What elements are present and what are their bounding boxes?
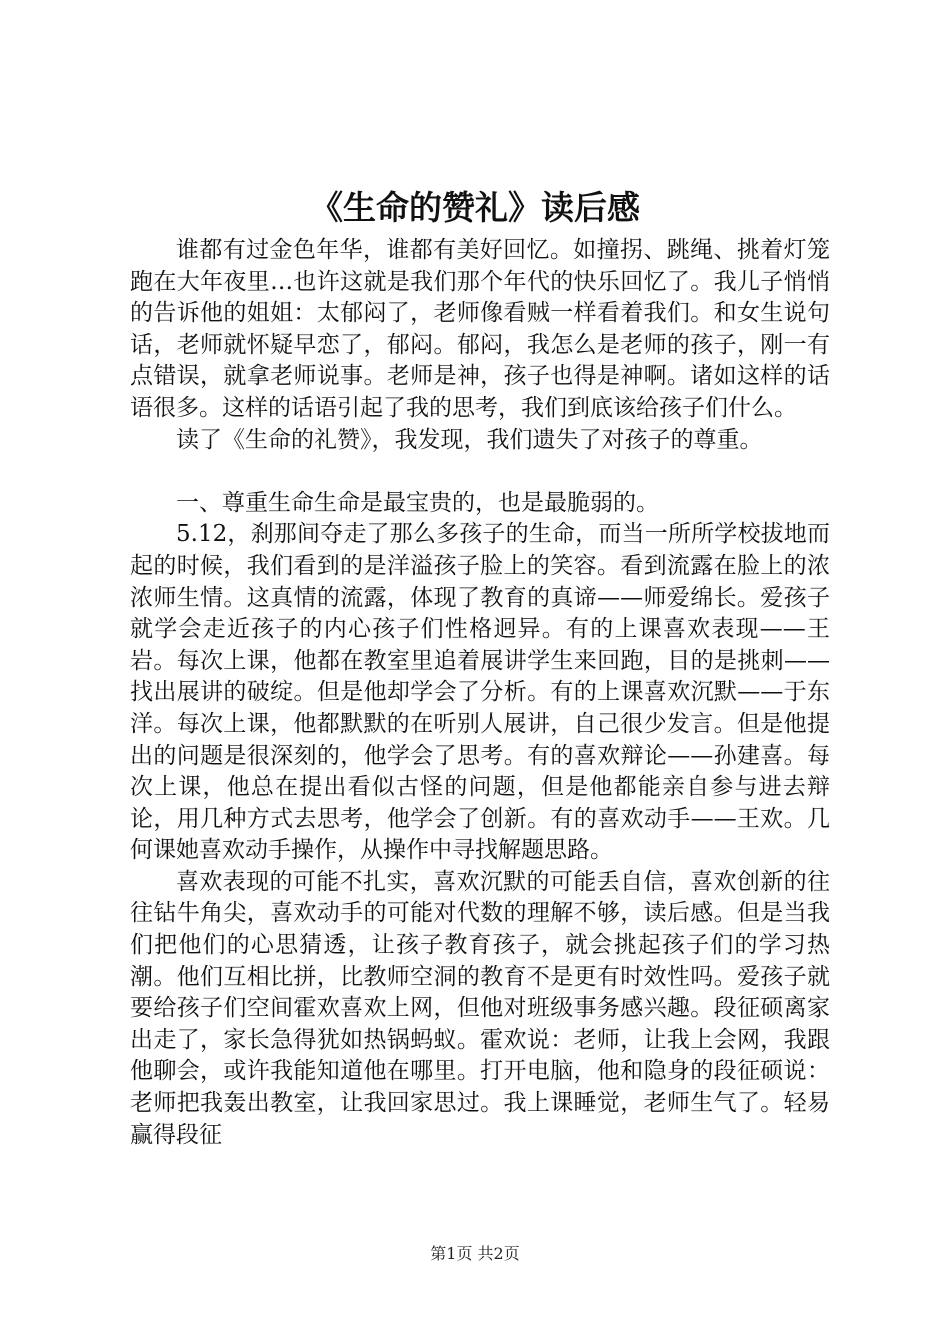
paragraph-intro: 谁都有过金色年华，谁都有美好回忆。如撞拐、跳绳、挑着灯笼跑在大年夜里…也许这就是我们那个年代的快乐回忆了。我儿子悄悄的告诉他的姐姐：太郁闷了，老师像看贼一样看着我们。和女生说句话，老师就怀疑早恋了，郁闷。郁闷，我怎么是老师的孩子，刚一有点错误，就拿老师说事。老师是神，孩子也得是神啊。诸如这样的话语很多。这样的话语引起了我的思考，我们到底该给孩子们什么。 — [130, 237, 830, 421]
document-body — [130, 235, 830, 1151]
paragraph-students: 5.12，刹那间夺走了那么多孩子的生命，而当一所所学校拔地而起的时候，我们看到的是洋溢孩子脸上的笑容。看到流露在脸上的浓浓师生情。这真情的流露，体现了教育的真谛——师爱绵长。爱孩子就学会走近孩子的内心孩子们性格迥异。有的上课喜欢表现——王岩。每次上课，他都在教室里追着展讲学生来回跑，目的是挑刺——找出展讲的破绽。但是他却学会了分析。有的上课喜欢沉默——于东洋。每次上课，他都默默的在听别人展讲，自己很少发言。但是他提出的问题是很深刻的，他学会了思考。有的喜欢辩论——孙建喜。每次上课，他总在提出看似古怪的问题，但是他都能亲自参与进去辩论，用几种方式去思考，他学会了创新。有的喜欢动手——王欢。几何课她喜欢动手操作，从操作中寻找解题思路。 — [130, 521, 830, 864]
page-footer: 第1页 共2页 — [430, 1244, 520, 1263]
section-heading-respect-life: 一、尊重生命生命是最宝贵的，也是最脆弱的。 — [176, 489, 659, 516]
paragraph-space: 喜欢表现的可能不扎实，喜欢沉默的可能丢自信，喜欢创新的往往钻牛角尖，喜欢动手的可能对代数的理解不够，读后感。但是当我们把他们的心思猜透，让孩子教育孩子，就会挑起孩子们的学习热潮。他们互相比拼，比教师空洞的教育不是更有时效性吗。爱孩子就要给孩子们空间霍欢喜欢上网，但他对班级事务感兴趣。段征硕离家出走了，家长急得犹如热锅蚂蚁。霍欢说：老师，让我上会网，我跟他聊会，或许我能知道他在哪里。打开电脑，他和隐身的段征硕说：老师把我轰出教室，让我回家思过。我上课睡觉，老师生气了。轻易赢得段征 — [130, 868, 830, 1148]
paragraph-discovery: 读了《生命的礼赞》，我发现，我们遗失了对孩子的尊重。 — [176, 426, 763, 453]
page-title: 《生命的赞礼》读后感 — [310, 188, 640, 227]
